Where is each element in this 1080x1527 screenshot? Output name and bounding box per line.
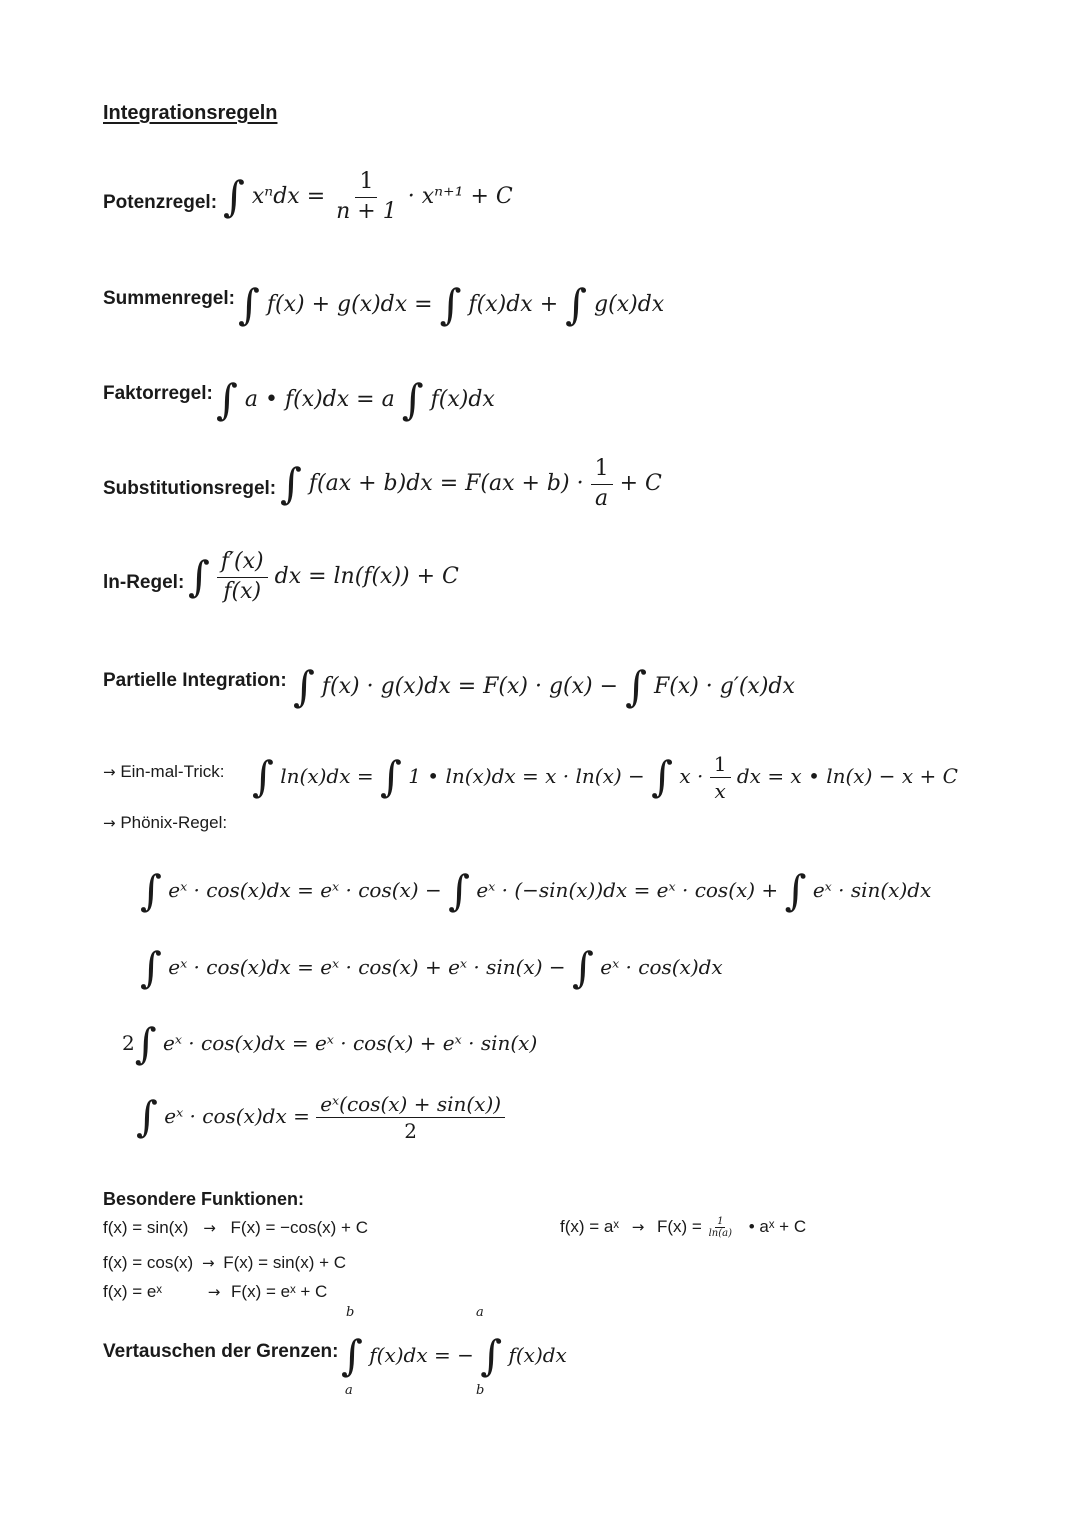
- integral-sign: ∫: [480, 1331, 503, 1380]
- besondere-item-exp: [103, 1282, 327, 1302]
- phoenix-line2-a: eˣ · cos(x)dx = eˣ · cos(x) + eˣ · sin(x) −: [168, 955, 566, 979]
- vertauschen-formula: [341, 1327, 567, 1380]
- phoenix-line-2: [140, 939, 723, 992]
- integral-sign: ∫: [216, 375, 238, 424]
- phoenix-line1-b: eˣ · (−sin(x))dx = eˣ · cos(x) +: [476, 878, 779, 902]
- fraction-denominator: n + 1: [336, 198, 397, 224]
- integral-sign: ∫: [140, 866, 162, 915]
- potenzregel-fraction: [332, 170, 401, 223]
- arrow-right-icon: →: [207, 1283, 221, 1301]
- phoenix-regel-text: Phönix-Regel:: [120, 813, 228, 832]
- phoenix-line3-factor: 2: [122, 1031, 135, 1055]
- page-title: Integrationsregeln: [103, 102, 278, 124]
- fraction-denominator: ln(a): [708, 1228, 732, 1239]
- fraction-denominator: f(x): [223, 578, 262, 604]
- phoenix-line4-a: eˣ · cos(x)dx =: [164, 1104, 310, 1128]
- function-f: f(x) = sin(x): [103, 1218, 189, 1237]
- substitution-rhs: + C: [619, 471, 662, 496]
- integral-sign: ∫: [379, 752, 402, 801]
- arrow-right-icon: →: [201, 1254, 215, 1272]
- vertauschen-label: Vertauschen der Grenzen:: [103, 1341, 339, 1362]
- function-antiderivative: F(x) = eˣ + C: [231, 1282, 328, 1301]
- partielle-integration-label: Partielle Integration:: [103, 670, 287, 691]
- substitution-fraction: [591, 457, 613, 510]
- fraction-numerator: 1: [710, 753, 731, 778]
- integral-sign: ∫: [448, 866, 470, 915]
- substitution-lhs: f(ax + b)dx = F(ax + b) ·: [308, 471, 584, 496]
- fraction-numerator: 1: [717, 1216, 724, 1227]
- phoenix-regel-label: [103, 813, 227, 833]
- fraction-numerator: eˣ(cos(x) + sin(x)): [316, 1093, 505, 1118]
- partiell-part1: f(x) · g(x)dx = F(x) · g(x) −: [321, 674, 619, 699]
- phoenix-line1-a: eˣ · cos(x)dx = eˣ · cos(x) −: [168, 878, 442, 902]
- integral-sign: ∫: [571, 943, 594, 992]
- potenzregel-rhs: · xⁿ⁺¹ + C: [407, 184, 513, 209]
- integral-upper-bound: a: [476, 1305, 484, 1320]
- faktorregel-part2: f(x)dx: [430, 387, 495, 412]
- besondere-item-ax: [560, 1216, 806, 1239]
- besondere-funktionen-heading: Besondere Funktionen:: [103, 1189, 305, 1209]
- einmal-part4: dx = x • ln(x) − x + C: [736, 764, 958, 788]
- einmal-part1: ln(x)dx =: [280, 764, 374, 788]
- arrow-right-icon: →: [103, 814, 116, 832]
- potenzregel-label: Potenzregel:: [103, 192, 218, 213]
- function-antiderivative: F(x) = −cos(x) + C: [230, 1218, 368, 1237]
- potenzregel-lhs: xⁿdx =: [251, 184, 326, 209]
- besondere-item-sin: [103, 1218, 368, 1238]
- partielle-integration-formula: [293, 658, 795, 711]
- substitutionsregel-formula: [280, 455, 662, 511]
- integral-sign: ∫: [784, 866, 807, 915]
- summenregel-formula: [238, 276, 665, 329]
- integral-sign: ∫: [651, 752, 674, 801]
- function-f: f(x) = aˣ: [560, 1216, 619, 1236]
- integral-sign: ∫: [625, 662, 647, 711]
- ln-regel-label: ln-Regel:: [103, 572, 185, 593]
- faktorregel-formula: [216, 371, 495, 424]
- ein-mal-trick-label: [103, 762, 225, 782]
- function-antiderivative: F(x) = sin(x) + C: [223, 1253, 347, 1272]
- arrow-right-icon: →: [103, 763, 116, 781]
- phoenix-line3-a: eˣ · cos(x)dx = eˣ · cos(x) + eˣ · sin(x): [162, 1031, 538, 1055]
- ln-regel-rhs: dx = ln(f(x)) + C: [274, 564, 459, 589]
- faktorregel-part1: a • f(x)dx = a: [244, 387, 395, 412]
- summenregel-part3: g(x)dx: [594, 292, 665, 317]
- phoenix-line-3: [122, 1015, 538, 1068]
- ein-mal-trick-formula: [252, 748, 958, 802]
- integral-upper-bound: b: [346, 1305, 355, 1320]
- integral-lower-bound: b: [476, 1383, 485, 1398]
- phoenix-line-1: [140, 862, 932, 915]
- summenregel-label: Summenregel:: [103, 288, 235, 309]
- vertauschen-lhs: f(x)dx = −: [369, 1343, 474, 1367]
- arrow-right-icon: →: [203, 1219, 216, 1237]
- phoenix-line1-c: eˣ · sin(x)dx: [812, 878, 932, 902]
- fraction-denominator: 2: [404, 1119, 417, 1143]
- integral-sign: ∫: [136, 1092, 158, 1141]
- phoenix-line4-fraction: [316, 1093, 505, 1142]
- phoenix-line-4: [136, 1088, 505, 1142]
- integral-sign: ∫: [188, 552, 210, 601]
- summenregel-part2: f(x)dx +: [468, 292, 559, 317]
- integral-lower-bound: a: [345, 1383, 353, 1398]
- fraction-denominator: a: [595, 485, 609, 511]
- integral-sign: ∫: [134, 1019, 157, 1068]
- fraction-numerator: 1: [355, 170, 377, 197]
- integral-sign: ∫: [401, 375, 424, 424]
- summenregel-part1: f(x) + g(x)dx =: [266, 292, 433, 317]
- function-f: f(x) = eˣ: [103, 1282, 162, 1301]
- einmal-fraction: [710, 753, 731, 802]
- partiell-part2: F(x) · g′(x)dx: [653, 674, 795, 699]
- ln-regel-fraction: [217, 550, 268, 603]
- function-antiderivative: F(x) =: [657, 1216, 702, 1236]
- fraction-numerator: f′(x): [217, 550, 268, 577]
- fraction-numerator: 1: [591, 457, 613, 484]
- einmal-part3: x ·: [679, 764, 704, 788]
- phoenix-line2-b: eˣ · cos(x)dx: [600, 955, 723, 979]
- integral-sign: ∫: [565, 280, 588, 329]
- integral-sign: ∫: [140, 943, 162, 992]
- potenzregel-formula: [223, 168, 513, 224]
- ln-regel-formula: [188, 548, 459, 604]
- ein-mal-trick-text: Ein-mal-Trick:: [120, 762, 225, 781]
- arrow-right-icon: →: [631, 1217, 645, 1236]
- integral-sign: ∫: [280, 459, 302, 508]
- besondere-item-cos: [103, 1253, 346, 1273]
- einmal-part2: 1 • ln(x)dx = x · ln(x) −: [408, 764, 645, 788]
- integral-sign: ∫: [223, 172, 245, 221]
- integral-sign: ∫: [341, 1331, 363, 1380]
- ax-fraction: [707, 1216, 734, 1239]
- fraction-denominator: x: [714, 779, 726, 803]
- integral-sign: ∫: [439, 280, 462, 329]
- faktorregel-label: Faktorregel:: [103, 383, 213, 404]
- vertauschen-rhs: f(x)dx: [508, 1343, 567, 1367]
- ax-rest: • aˣ + C: [748, 1216, 807, 1236]
- integral-sign: ∫: [252, 752, 274, 801]
- function-f: f(x) = cos(x): [103, 1253, 194, 1272]
- integral-sign: ∫: [293, 662, 315, 711]
- substitutionsregel-label: Substitutionsregel:: [103, 478, 277, 499]
- integral-sign: ∫: [238, 280, 260, 329]
